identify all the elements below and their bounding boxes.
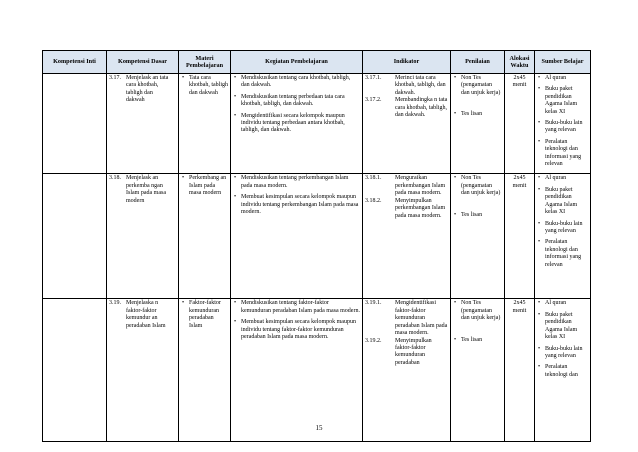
- sumber-item: • Al quran: [537, 175, 588, 182]
- kegiatan-item: • Mendiskusikan tentang perkembangan Islam pada masa modern.: [233, 175, 360, 190]
- indikator-item: [365, 97, 448, 119]
- kd-number: 3.17.: [109, 75, 121, 81]
- kd-text: Menjelaska n faktor-faktor kemundur an peradaban Islam: [126, 300, 166, 329]
- sumber-item: • Peralatan teknologi dan: [537, 364, 588, 379]
- syllabus-table: [42, 50, 591, 442]
- indikator-text: Menguraikan perkembangan Islam pada masa modern.: [395, 175, 446, 197]
- table-row: [43, 174, 591, 299]
- kd-text: Menjelask an perkemba ngan Islam pada masa modern: [126, 175, 166, 204]
- cell-sumber: [535, 299, 591, 442]
- kd-number: 3.19.: [109, 300, 121, 307]
- table-row: [43, 299, 591, 442]
- indikator-code: 3.17.1.: [365, 75, 382, 81]
- kegiatan-item: • Mendiskusikan tentang faktor-faktor kemunduran peradaban Islam pada masa modern.: [233, 300, 360, 315]
- cell-penilaian: [451, 174, 505, 299]
- kd-number: 3.18.: [109, 175, 121, 182]
- kegiatan-item: • Mengidentifikasi secara kelompok maupun individu tentang perbedaan antara khotbah, tabligh, dan dakwah.: [233, 113, 360, 135]
- penilaian-item: • Non Tes (pengamatan dan unjuk kerja): [453, 300, 502, 322]
- sumber-item: • Al quran: [537, 300, 588, 307]
- sumber-item: • Peralatan teknologi dan informasi yang relevan: [537, 239, 588, 269]
- sumber-item: • Buku-buku lain yang relevan: [537, 120, 588, 135]
- indikator-text: Menyimpulkan perkembangan Islam pada masa modern.: [395, 197, 446, 219]
- indikator-code: 3.19.2.: [365, 337, 382, 344]
- cell-alokasi: 2x45 menit: [505, 299, 535, 442]
- cell-penilaian: [451, 74, 505, 174]
- cell-kd: [107, 74, 179, 174]
- indikator-code: 3.18.1.: [365, 175, 382, 182]
- indikator-item: [365, 175, 448, 197]
- indikator-text: Menyimpulkan faktor-faktor kemunduran peradaban: [395, 337, 432, 366]
- cell-materi: [179, 74, 231, 174]
- indikator-item: [365, 198, 448, 220]
- penilaian-item: • Tes lisan: [453, 212, 502, 219]
- sumber-item: • Buku-buku lain yang relevan: [537, 346, 588, 361]
- indikator-text: Membandingka n tata cara khotbah, tabligh, dan dakwah.: [395, 97, 448, 119]
- cell-indikator: [363, 74, 451, 174]
- header-materi: Materi Pembelajaran: [179, 51, 231, 74]
- indikator-code: 3.17.2.: [365, 97, 382, 104]
- cell-ki: [43, 174, 107, 299]
- header-sumber: Sumber Belajar: [535, 51, 591, 74]
- header-alokasi: Alokasi Waktu: [505, 51, 535, 74]
- sumber-item: • Peralatan teknologi dan informasi yang relevan: [537, 139, 588, 169]
- kegiatan-item: • Membuat kesimpulan secara kelompok maupun individu tentang faktor-faktor kemunduran peradaban Islam pada masa modern.: [233, 319, 360, 341]
- header-kegiatan: Kegiatan Pembelajaran: [231, 51, 363, 74]
- cell-kd: [107, 174, 179, 299]
- indikator-code: 3.18.2.: [365, 197, 382, 204]
- indikator-item: [365, 338, 448, 368]
- cell-penilaian: [451, 299, 505, 442]
- table-row: [43, 74, 591, 174]
- sumber-item: • Buku paket pendidikan Agama Islam kelas XI: [537, 86, 588, 116]
- indikator-text: Merinci tata cara khotbah, tabligh, dan dakwah.: [395, 75, 446, 96]
- penilaian-item: • Tes lisan: [453, 337, 502, 344]
- table-header-row: [43, 51, 591, 74]
- header-penilaian: Penilaian: [451, 51, 505, 74]
- cell-kegiatan: [231, 299, 363, 442]
- sumber-item: • Buku-buku lain yang relevan: [537, 221, 588, 236]
- cell-ki: [43, 299, 107, 442]
- sumber-item: • Buku paket pendidikan Agama Islam kelas XI: [537, 187, 588, 217]
- page-number: 15: [315, 424, 323, 432]
- sumber-item: • Al quran: [537, 75, 588, 82]
- indikator-code: 3.19.1.: [365, 300, 382, 307]
- sumber-item: • Buku paket pendidikan Agama Islam kelas XI: [537, 312, 588, 342]
- cell-sumber: [535, 174, 591, 299]
- kegiatan-item: • Membuat kesimpulan secara kelompok maupun individu tentang perkembangan Islam pada masa modern.: [233, 194, 360, 216]
- cell-materi: [179, 299, 231, 442]
- cell-kd: [107, 299, 179, 442]
- header-indikator: Indikator: [363, 51, 451, 74]
- cell-materi: [179, 174, 231, 299]
- kd-text: Menjelask an tata cara khotbah, tabligh dan dakwah: [126, 75, 169, 104]
- cell-indikator: [363, 299, 451, 442]
- indikator-text: Mengidentifikasi faktor-faktor kemunduran peradaban Islam pada masa modern.: [395, 300, 448, 337]
- materi-item: • Faktor-faktor kemunduran peradaban Islam: [181, 300, 228, 330]
- penilaian-item: • Non Tes (pengamatan dan unjuk kerja): [453, 175, 502, 197]
- cell-sumber: [535, 74, 591, 174]
- kegiatan-item: • Mendiskusikan tentang perbedaan tata cara khotbah, tabligh, dan dakwah.: [233, 94, 360, 109]
- cell-indikator: [363, 174, 451, 299]
- cell-kegiatan: [231, 174, 363, 299]
- penilaian-item: • Tes lisan: [453, 111, 502, 118]
- indikator-item: [365, 75, 448, 97]
- penilaian-item: • Non Tes (pengamatan dan unjuk kerja): [453, 75, 502, 97]
- cell-alokasi: 2x45 menit: [505, 74, 535, 174]
- materi-item: • Perkembang an Islam pada masa modern: [181, 175, 228, 197]
- cell-kegiatan: [231, 74, 363, 174]
- cell-ki: [43, 74, 107, 174]
- header-kompetensi-inti: Kompetensi Inti: [43, 51, 107, 74]
- indikator-item: [365, 300, 448, 337]
- materi-item: • Tata cara khotbah, tabligh dan dakwah: [181, 75, 228, 97]
- header-kompetensi-dasar: Kompetensi Dasar: [107, 51, 179, 74]
- kegiatan-item: • Mendiskusikan tentang cara khotbah, tabligh, dan dakwah.: [233, 75, 360, 90]
- cell-alokasi: 2x45 menit: [505, 174, 535, 299]
